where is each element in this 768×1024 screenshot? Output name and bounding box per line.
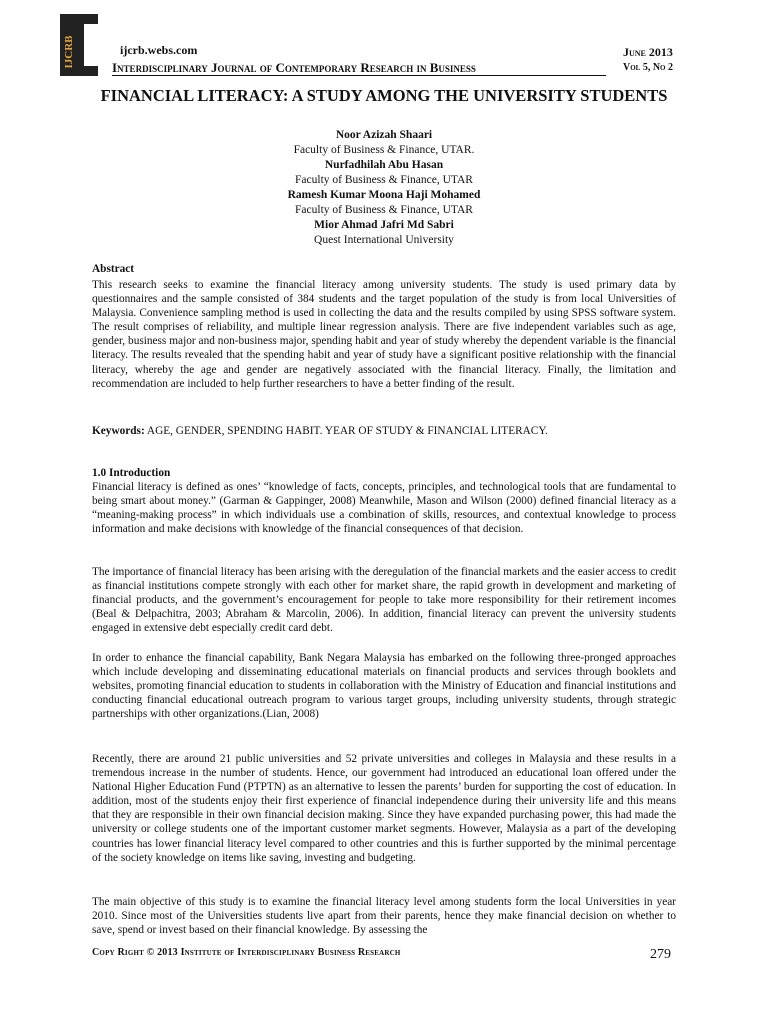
keywords-label: Keywords: <box>92 425 145 437</box>
author-name: Ramesh Kumar Moona Haji Mohamed <box>287 189 481 201</box>
intro-paragraph: Recently, there are around 21 public universities and 52 private universities and colleges in Malaysia and these results in a tremendous increase in the number of students. Hence, our government had introduced an educational loan offered under the National Higher Education Fund (PTPTN) as an alternative to lessen the parents’ burden for supporting the cost of education. In addition, most of the students enjoy their first experience of financial independence during their university life and this means that they are responsible in their own financial decision making. Since they have expanded purchasing power, this had made the university or college students one of the important customer market segments. However, Malaysia as a part of the developing countries has lower financial literacy level compared to other countries and this is further supported by the minimal percentage of the society knowledge on items like saving, investing and budgeting. <box>92 753 676 864</box>
author-affiliation: Faculty of Business & Finance, UTAR. <box>293 144 475 156</box>
keywords <box>92 424 676 438</box>
paper-title: FINANCIAL LITERACY: A STUDY AMONG THE UNIVERSITY STUDENTS <box>100 86 668 105</box>
abstract-text: This research seeks to examine the financial literacy among university students. The study is used primary data by questionnaires and the sample consisted of 384 students and the target population of the study is from local Universities of Malaysia. Convenience sampling method is used in collecting the data and the results compiled by using SPSS software system. The result comprises of reliability, and multiple linear regression analysis. There are five independent variables such as age, gender, business major and non-business major, spending habit and year of study whereby the dependent variable is the financial literacy. The results revealed that the spending habit and year of study have a significant positive relationship with the financial literacy, whereby the age and gender are negatively associated with the financial literacy. Finally, the limitation and recommendation are included to help further researchers to have a better finding of the result. <box>92 279 676 390</box>
abstract-heading: Abstract <box>92 263 135 275</box>
author-name: Nurfadhilah Abu Hasan <box>324 159 444 171</box>
journal-name: Interdisciplinary Journal of Contemporary Research in Business <box>112 60 476 75</box>
author-name: Mior Ahmad Jafri Md Sabri <box>314 219 454 231</box>
page-number: 279 <box>650 947 671 962</box>
author-list <box>184 128 584 248</box>
journal-logo <box>58 14 118 76</box>
svg-text:IJCRB: IJCRB <box>63 35 75 69</box>
intro-paragraph: The importance of financial literacy has been arising with the deregulation of the financial markets and the easier access to credit as financial institutions compete strongly with each other for market share, the rapid growth in development and marketing of financial products, and the government’s encouragement for people to take more responsibility for their retirement incomes (Beal & Delpachitra, 2003; Abraham & Marcolin, 2006). In addition, financial literacy can prevent the university students engaged in extensive debt especially credit card debt. <box>92 566 676 635</box>
header-rule <box>112 75 606 76</box>
issue-date: June 2013 <box>623 45 673 59</box>
keywords-text: AGE, GENDER, SPENDING HABIT. YEAR OF STUDY & FINANCIAL LITERACY. <box>144 425 548 437</box>
site-url[interactable]: ijcrb.webs.com <box>120 43 198 57</box>
section-heading: 1.0 Introduction <box>92 467 171 479</box>
intro-paragraph: The main objective of this study is to examine the financial literacy level among students form the local Universities in year 2010. Since most of the Universities students live apart from their parents, hence they make financial decision on whether to save, spend or invest based on their financial knowledge. By assessing the <box>92 896 676 937</box>
author-affiliation: Faculty of Business & Finance, UTAR <box>295 204 473 216</box>
author-name: Noor Azizah Shaari <box>335 129 433 141</box>
intro-paragraph: Financial literacy is defined as ones’ “knowledge of facts, concepts, principles, and technological tools that are fundamental to being smart about money.” (Garman & Gappinger, 2008) Meanwhile, Mason and Wilson (2000) defined financial literacy as a “meaning-making process” in which individuals use a combination of skills, resources, and contextual knowledge to process information and make decisions with knowledge of the financial consequences of that decision. <box>92 481 676 536</box>
issue-volume: Vol 5, No 2 <box>623 62 674 73</box>
intro-paragraph: In order to enhance the financial capability, Bank Negara Malaysia has embarked on the following three-pronged approaches which include developing and disseminating educational materials on financial products and services through booklets and websites, promoting financial education to students in collaboration with the Ministry of Education and financial institutions and conducting financial educational outreach program to various target groups, including university students, through strategic partnerships with other organizations.(Lian, 2008) <box>92 652 676 721</box>
copyright-footer: Copy Right © 2013 Institute of Interdisciplinary Business Research <box>92 947 401 958</box>
author-affiliation: Quest International University <box>314 234 454 246</box>
author-affiliation: Faculty of Business & Finance, UTAR <box>295 174 473 186</box>
